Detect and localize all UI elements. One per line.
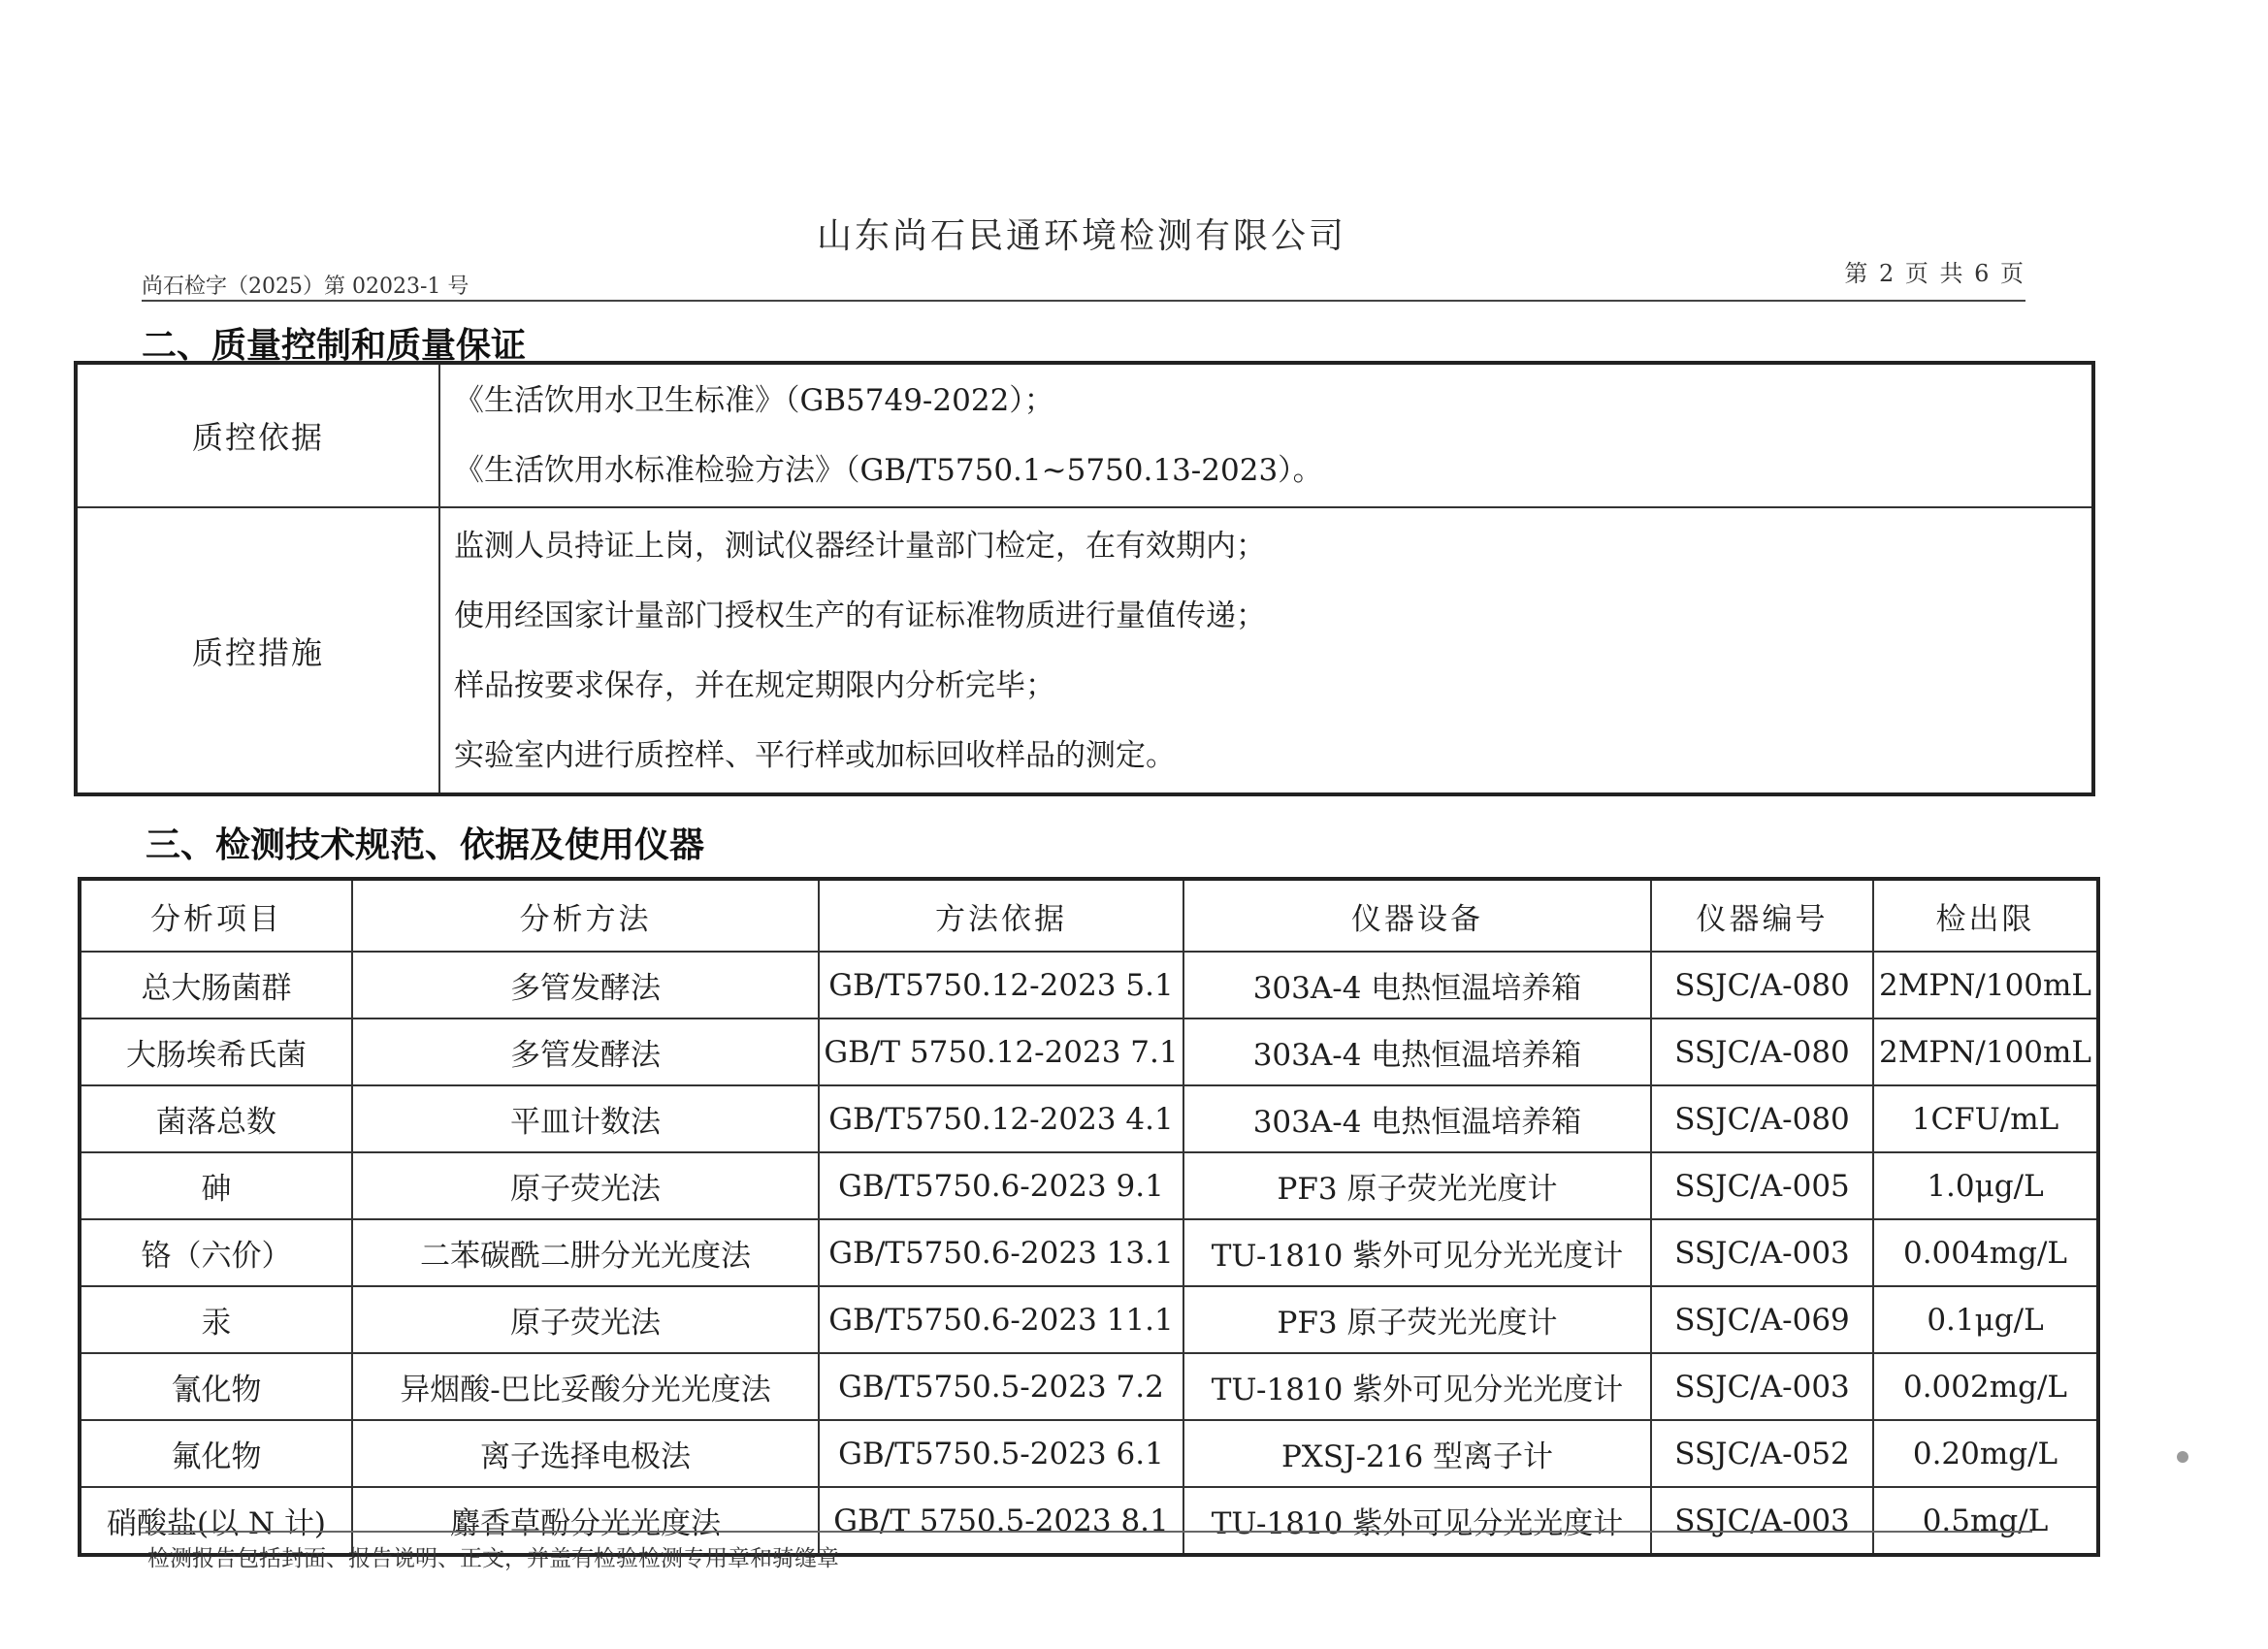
cell-basis: GB/T5750.12-2023 5.1 [819, 952, 1183, 1018]
cell-method: 多管发酵法 [352, 952, 819, 1018]
header-item: 分析项目 [80, 879, 352, 952]
table-row [80, 1018, 2098, 1085]
qc-measures-line: 监测人员持证上岗，测试仪器经计量部门检定，在有效期内； [454, 528, 1266, 564]
cell-item: 菌落总数 [80, 1085, 352, 1152]
table-row [80, 1286, 2098, 1353]
table-row [80, 1420, 2098, 1487]
cell-instrument-no: SSJC/A-003 [1651, 1353, 1873, 1420]
cell-item: 大肠埃希氏菌 [80, 1018, 352, 1085]
qc-basis-line: 《生活饮用水卫生标准》（GB5749-2022）； [454, 383, 1054, 418]
cell-instrument: PXSJ-216 型离子计 [1183, 1420, 1651, 1487]
cell-item: 氟化物 [80, 1420, 352, 1487]
cell-method: 原子荧光法 [352, 1152, 819, 1219]
cell-instrument: 303A-4 电热恒温培养箱 [1183, 952, 1651, 1018]
cell-basis: GB/T5750.5-2023 6.1 [819, 1420, 1183, 1487]
cell-instrument: PF3 原子荧光光度计 [1183, 1152, 1651, 1219]
cell-item: 汞 [80, 1286, 352, 1353]
cell-item: 砷 [80, 1152, 352, 1219]
header-detection-limit: 检出限 [1873, 879, 2098, 952]
cell-basis: GB/T 5750.12-2023 7.1 [819, 1018, 1183, 1085]
cell-method: 异烟酸-巴比妥酸分光光度法 [352, 1353, 819, 1420]
table-row [80, 1085, 2098, 1152]
cell-basis: GB/T5750.6-2023 11.1 [819, 1286, 1183, 1353]
qc-basis-line: 《生活饮用水标准检验方法》（GB/T5750.1~5750.13-2023）。 [454, 453, 1323, 488]
cell-detection-limit: 0.004mg/L [1873, 1219, 2098, 1286]
cell-instrument: TU-1810 紫外可见分光光度计 [1183, 1219, 1651, 1286]
quality-control-table [74, 361, 2095, 796]
cell-detection-limit: 0.5mg/L [1873, 1487, 2098, 1555]
scan-speck [2177, 1451, 2188, 1463]
cell-method: 二苯碳酰二肼分光光度法 [352, 1219, 819, 1286]
cell-detection-limit: 1CFU/mL [1873, 1085, 2098, 1152]
table-row [80, 952, 2098, 1018]
section3-title: 三、检测技术规范、依据及使用仪器 [146, 825, 705, 865]
cell-method: 多管发酵法 [352, 1018, 819, 1085]
table-row [80, 1353, 2098, 1420]
qc-basis-content [439, 363, 2093, 507]
cell-detection-limit: 0.002mg/L [1873, 1353, 2098, 1420]
cell-item: 总大肠菌群 [80, 952, 352, 1018]
cell-method: 麝香草酚分光光度法 [352, 1487, 819, 1555]
cell-item: 铬（六价） [80, 1219, 352, 1286]
cell-detection-limit: 2MPN/100mL [1873, 952, 2098, 1018]
qc-measures-line: 实验室内进行质控样、平行样或加标回收样品的测定。 [454, 737, 1176, 773]
cell-detection-limit: 2MPN/100mL [1873, 1018, 2098, 1085]
page-number: 第 2 页 共 6 页 [1844, 260, 2025, 287]
cell-instrument-no: SSJC/A-005 [1651, 1152, 1873, 1219]
qc-measures-content [439, 507, 2093, 794]
cell-method: 平皿计数法 [352, 1085, 819, 1152]
footer-rule [146, 1531, 2032, 1533]
cell-detection-limit: 1.0μg/L [1873, 1152, 2098, 1219]
header-method: 分析方法 [352, 879, 819, 952]
header-rule [142, 300, 2025, 302]
header-instrument-no: 仪器编号 [1651, 879, 1873, 952]
qc-measures-line: 使用经国家计量部门授权生产的有证标准物质进行量值传递； [454, 598, 1266, 633]
qc-row-measures [76, 507, 2093, 794]
cell-instrument-no: SSJC/A-052 [1651, 1420, 1873, 1487]
cell-basis: GB/T5750.6-2023 13.1 [819, 1219, 1183, 1286]
cell-basis: GB/T 5750.5-2023 8.1 [819, 1487, 1183, 1555]
section2-title: 二、质量控制和质量保证 [142, 326, 527, 366]
cell-detection-limit: 0.20mg/L [1873, 1420, 2098, 1487]
qc-basis-label: 质控依据 [76, 363, 439, 507]
header-instrument: 仪器设备 [1183, 879, 1651, 952]
header-basis: 方法依据 [819, 879, 1183, 952]
cell-instrument-no: SSJC/A-080 [1651, 952, 1873, 1018]
footer-note: 检测报告包括封面、报告说明、正文，并盖有检验检测专用章和骑缝章 [147, 1546, 839, 1571]
cell-instrument: 303A-4 电热恒温培养箱 [1183, 1018, 1651, 1085]
cell-instrument: 303A-4 电热恒温培养箱 [1183, 1085, 1651, 1152]
cell-instrument-no: SSJC/A-003 [1651, 1487, 1873, 1555]
method-header-row [80, 879, 2098, 952]
cell-instrument: PF3 原子荧光光度计 [1183, 1286, 1651, 1353]
company-name: 山东尚石民通环境检测有限公司 [816, 216, 1346, 256]
cell-method: 离子选择电极法 [352, 1420, 819, 1487]
cell-detection-limit: 0.1μg/L [1873, 1286, 2098, 1353]
qc-row-basis [76, 363, 2093, 507]
cell-method: 原子荧光法 [352, 1286, 819, 1353]
cell-basis: GB/T5750.12-2023 4.1 [819, 1085, 1183, 1152]
table-row [80, 1152, 2098, 1219]
report-number: 尚石检字（2025）第 02023-1 号 [142, 275, 470, 299]
cell-instrument-no: SSJC/A-080 [1651, 1018, 1873, 1085]
cell-item: 氰化物 [80, 1353, 352, 1420]
cell-basis: GB/T5750.6-2023 9.1 [819, 1152, 1183, 1219]
qc-measures-line: 样品按要求保存，并在规定期限内分析完毕； [454, 667, 1055, 703]
cell-instrument: TU-1810 紫外可见分光光度计 [1183, 1353, 1651, 1420]
qc-measures-label: 质控措施 [76, 507, 439, 794]
cell-instrument-no: SSJC/A-003 [1651, 1219, 1873, 1286]
cell-item: 硝酸盐(以 N 计) [80, 1487, 352, 1555]
cell-basis: GB/T5750.5-2023 7.2 [819, 1353, 1183, 1420]
method-table [78, 877, 2100, 1557]
cell-instrument-no: SSJC/A-080 [1651, 1085, 1873, 1152]
table-row [80, 1219, 2098, 1286]
cell-instrument: TU-1810 紫外可见分光光度计 [1183, 1487, 1651, 1555]
cell-instrument-no: SSJC/A-069 [1651, 1286, 1873, 1353]
